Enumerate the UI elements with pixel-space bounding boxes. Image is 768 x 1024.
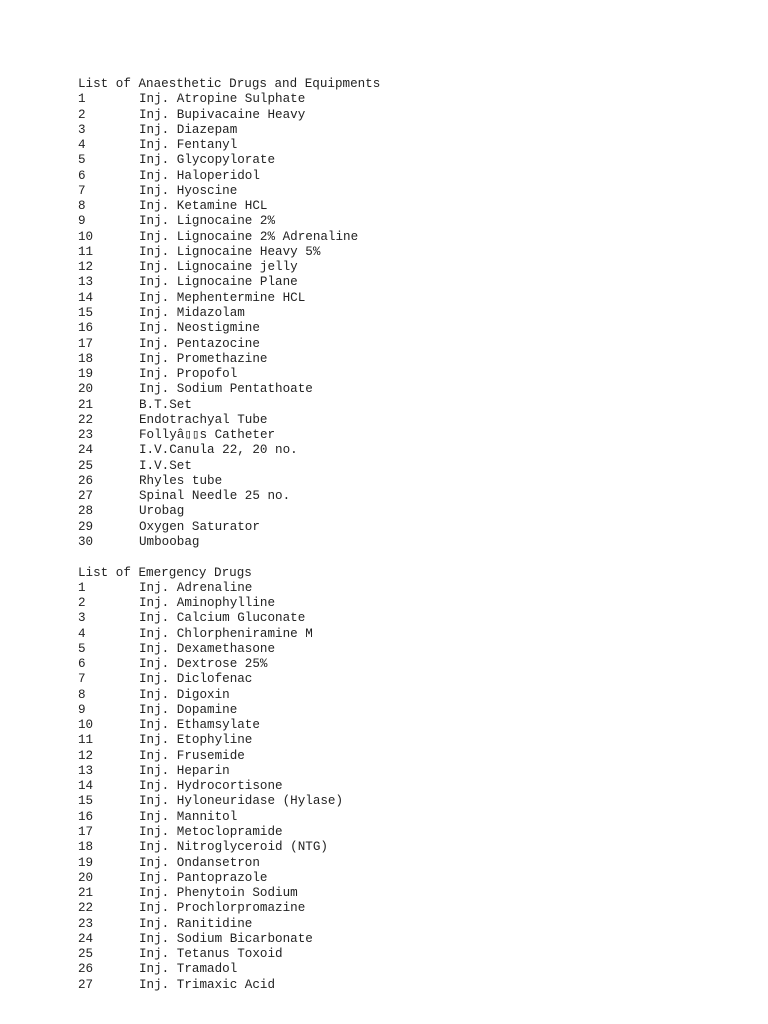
item-name: Oxygen Saturator	[139, 519, 260, 534]
list-item	[78, 886, 380, 901]
item-name: Inj. Haloperidol	[139, 168, 260, 183]
list-item	[78, 92, 380, 107]
item-number: 5	[78, 153, 86, 168]
item-name: Inj. Calcium Gluconate	[139, 611, 306, 626]
item-name: Endotrachyal Tube	[139, 412, 268, 427]
section-heading: List of Anaesthetic Drugs and Equipments	[78, 77, 381, 91]
list-item	[78, 169, 380, 184]
item-number: 15	[78, 794, 94, 809]
list-item	[78, 413, 380, 428]
list-item	[78, 337, 380, 352]
list-item	[78, 672, 380, 687]
section-divider	[78, 550, 380, 565]
list-item	[78, 978, 380, 993]
item-number: 23	[78, 916, 94, 931]
item-name: Inj. Tetanus Toxoid	[139, 947, 283, 962]
item-number: 27	[78, 489, 94, 504]
item-number: 6	[78, 168, 86, 183]
list-item	[78, 474, 380, 489]
item-number: 22	[78, 901, 94, 916]
item-name: Inj. Adrenaline	[139, 580, 253, 595]
document-body	[78, 77, 380, 993]
item-number: 22	[78, 412, 94, 427]
list-item	[78, 764, 380, 779]
item-name: Inj. Digoxin	[139, 687, 230, 702]
item-number: 13	[78, 275, 94, 290]
item-number: 13	[78, 763, 94, 778]
item-name: Inj. Lignocaine Heavy 5%	[139, 244, 321, 259]
list-item	[78, 901, 380, 916]
item-name: Inj. Hyloneuridase (Hylase)	[139, 794, 344, 809]
list-item	[78, 962, 380, 977]
list-item	[78, 718, 380, 733]
list-item	[78, 642, 380, 657]
list-item	[78, 733, 380, 748]
item-name: Inj. Neostigmine	[139, 321, 260, 336]
item-number: 6	[78, 657, 86, 672]
item-name: Inj. Ethamsylate	[139, 718, 260, 733]
list-item	[78, 123, 380, 138]
item-name: Inj. Pantoprazole	[139, 870, 268, 885]
list-item	[78, 230, 380, 245]
list-item	[78, 840, 380, 855]
list-item	[78, 810, 380, 825]
item-number: 5	[78, 641, 86, 656]
item-name: Inj. Frusemide	[139, 748, 245, 763]
item-list	[78, 581, 380, 993]
item-name: Inj. Prochlorpromazine	[139, 901, 306, 916]
list-item	[78, 382, 380, 397]
list-item	[78, 199, 380, 214]
list-item	[78, 871, 380, 886]
item-number: 9	[78, 702, 86, 717]
list-item	[78, 627, 380, 642]
item-name: Inj. Heparin	[139, 763, 230, 778]
list-item	[78, 611, 380, 626]
item-name: Inj. Diclofenac	[139, 672, 253, 687]
item-name: Inj. Fentanyl	[139, 138, 238, 153]
item-number: 10	[78, 229, 94, 244]
item-name: Inj. Atropine Sulphate	[139, 92, 306, 107]
item-name: Inj. Promethazine	[139, 351, 268, 366]
item-number: 19	[78, 855, 94, 870]
item-name: Inj. Trimaxic Acid	[139, 977, 276, 992]
list-item	[78, 245, 380, 260]
item-number: 11	[78, 244, 94, 259]
item-name: Inj. Pentazocine	[139, 336, 260, 351]
item-number: 8	[78, 199, 86, 214]
list-item	[78, 352, 380, 367]
item-name: Inj. Metoclopramide	[139, 825, 283, 840]
item-number: 26	[78, 962, 94, 977]
item-number: 1	[78, 92, 86, 107]
item-number: 25	[78, 947, 94, 962]
item-name: Rhyles tube	[139, 473, 223, 488]
item-name: Inj. Nitroglyceroid (NTG)	[139, 840, 328, 855]
list-item	[78, 367, 380, 382]
item-name: Inj. Ketamine HCL	[139, 199, 268, 214]
item-number: 25	[78, 458, 94, 473]
item-number: 27	[78, 977, 94, 992]
item-name: Inj. Aminophylline	[139, 596, 276, 611]
item-name: Inj. Phenytoin Sodium	[139, 886, 298, 901]
item-name: I.V.Canula 22, 20 no.	[139, 443, 298, 458]
item-number: 7	[78, 672, 86, 687]
list-item	[78, 581, 380, 596]
list-item	[78, 535, 380, 550]
item-name: I.V.Set	[139, 458, 192, 473]
item-number: 10	[78, 718, 94, 733]
item-number: 14	[78, 779, 94, 794]
list-item	[78, 443, 380, 458]
item-number: 21	[78, 886, 94, 901]
item-number: 24	[78, 443, 94, 458]
item-number: 18	[78, 351, 94, 366]
item-number: 21	[78, 397, 94, 412]
list-item	[78, 596, 380, 611]
list-item	[78, 398, 380, 413]
section-emergency	[78, 566, 380, 993]
item-number: 1	[78, 580, 86, 595]
item-number: 29	[78, 519, 94, 534]
list-item	[78, 917, 380, 932]
item-name: Inj. Propofol	[139, 367, 238, 382]
item-name: Inj. Dextrose 25%	[139, 657, 268, 672]
item-number: 11	[78, 733, 94, 748]
item-name: Inj. Sodium Bicarbonate	[139, 931, 313, 946]
item-name: Inj. Glycopylorate	[139, 153, 276, 168]
item-name: Inj. Dopamine	[139, 702, 238, 717]
item-number: 30	[78, 534, 94, 549]
item-name: Inj. Chlorpheniramine M	[139, 626, 313, 641]
list-item	[78, 703, 380, 718]
item-name: Inj. Etophyline	[139, 733, 253, 748]
list-item	[78, 688, 380, 703]
item-number: 8	[78, 687, 86, 702]
item-name: Inj. Diazepam	[139, 122, 238, 137]
item-number: 20	[78, 870, 94, 885]
item-number: 24	[78, 931, 94, 946]
item-number: 3	[78, 122, 86, 137]
item-number: 26	[78, 473, 94, 488]
item-name: Inj. Hyoscine	[139, 183, 238, 198]
section-anaesthetic	[78, 77, 380, 550]
list-item	[78, 932, 380, 947]
list-item	[78, 153, 380, 168]
item-name: Inj. Mephentermine HCL	[139, 290, 306, 305]
list-item	[78, 138, 380, 153]
list-item	[78, 184, 380, 199]
item-name: Spinal Needle 25 no.	[139, 489, 291, 504]
item-number: 19	[78, 367, 94, 382]
item-number: 2	[78, 596, 86, 611]
item-number: 12	[78, 260, 94, 275]
item-name: Inj. Lignocaine jelly	[139, 260, 298, 275]
item-name: Inj. Midazolam	[139, 305, 245, 320]
item-number: 15	[78, 305, 94, 320]
item-number: 20	[78, 382, 94, 397]
item-number: 17	[78, 336, 94, 351]
item-number: 4	[78, 138, 86, 153]
section-heading: List of Emergency Drugs	[78, 565, 252, 580]
item-number: 14	[78, 290, 94, 305]
list-item	[78, 856, 380, 871]
item-number: 16	[78, 809, 94, 824]
list-item	[78, 428, 380, 443]
item-number: 16	[78, 321, 94, 336]
item-name: Inj. Ondansetron	[139, 855, 260, 870]
item-number: 12	[78, 748, 94, 763]
list-item	[78, 825, 380, 840]
list-item	[78, 749, 380, 764]
list-item	[78, 275, 380, 290]
item-number: 18	[78, 840, 94, 855]
item-name: Follyâ▯▯s Catheter	[139, 428, 276, 443]
item-list	[78, 92, 380, 550]
item-name: Inj. Sodium Pentathoate	[139, 382, 313, 397]
item-name: Inj. Mannitol	[139, 809, 238, 824]
item-number: 23	[78, 428, 94, 443]
item-name: B.T.Set	[139, 397, 192, 412]
item-number: 2	[78, 107, 86, 122]
item-name: Inj. Dexamethasone	[139, 641, 276, 656]
list-item	[78, 504, 380, 519]
item-number: 28	[78, 504, 94, 519]
item-name: Inj. Ranitidine	[139, 916, 253, 931]
list-item	[78, 108, 380, 123]
list-item	[78, 520, 380, 535]
item-number: 17	[78, 825, 94, 840]
item-name: Urobag	[139, 504, 185, 519]
list-item	[78, 779, 380, 794]
list-item	[78, 489, 380, 504]
item-name: Inj. Lignocaine Plane	[139, 275, 298, 290]
list-item	[78, 260, 380, 275]
list-item	[78, 657, 380, 672]
item-name: Inj. Tramadol	[139, 962, 238, 977]
item-name: Inj. Lignocaine 2%	[139, 214, 276, 229]
list-item	[78, 214, 380, 229]
item-name: Inj. Bupivacaine Heavy	[139, 107, 306, 122]
list-item	[78, 291, 380, 306]
list-item	[78, 306, 380, 321]
item-name: Inj. Hydrocortisone	[139, 779, 283, 794]
list-item	[78, 794, 380, 809]
item-number: 9	[78, 214, 86, 229]
list-item	[78, 947, 380, 962]
item-number: 4	[78, 626, 86, 641]
item-name: Inj. Lignocaine 2% Adrenaline	[139, 229, 359, 244]
item-number: 3	[78, 611, 86, 626]
list-item	[78, 459, 380, 474]
list-item	[78, 321, 380, 336]
item-number: 7	[78, 183, 86, 198]
item-name: Umboobag	[139, 534, 200, 549]
